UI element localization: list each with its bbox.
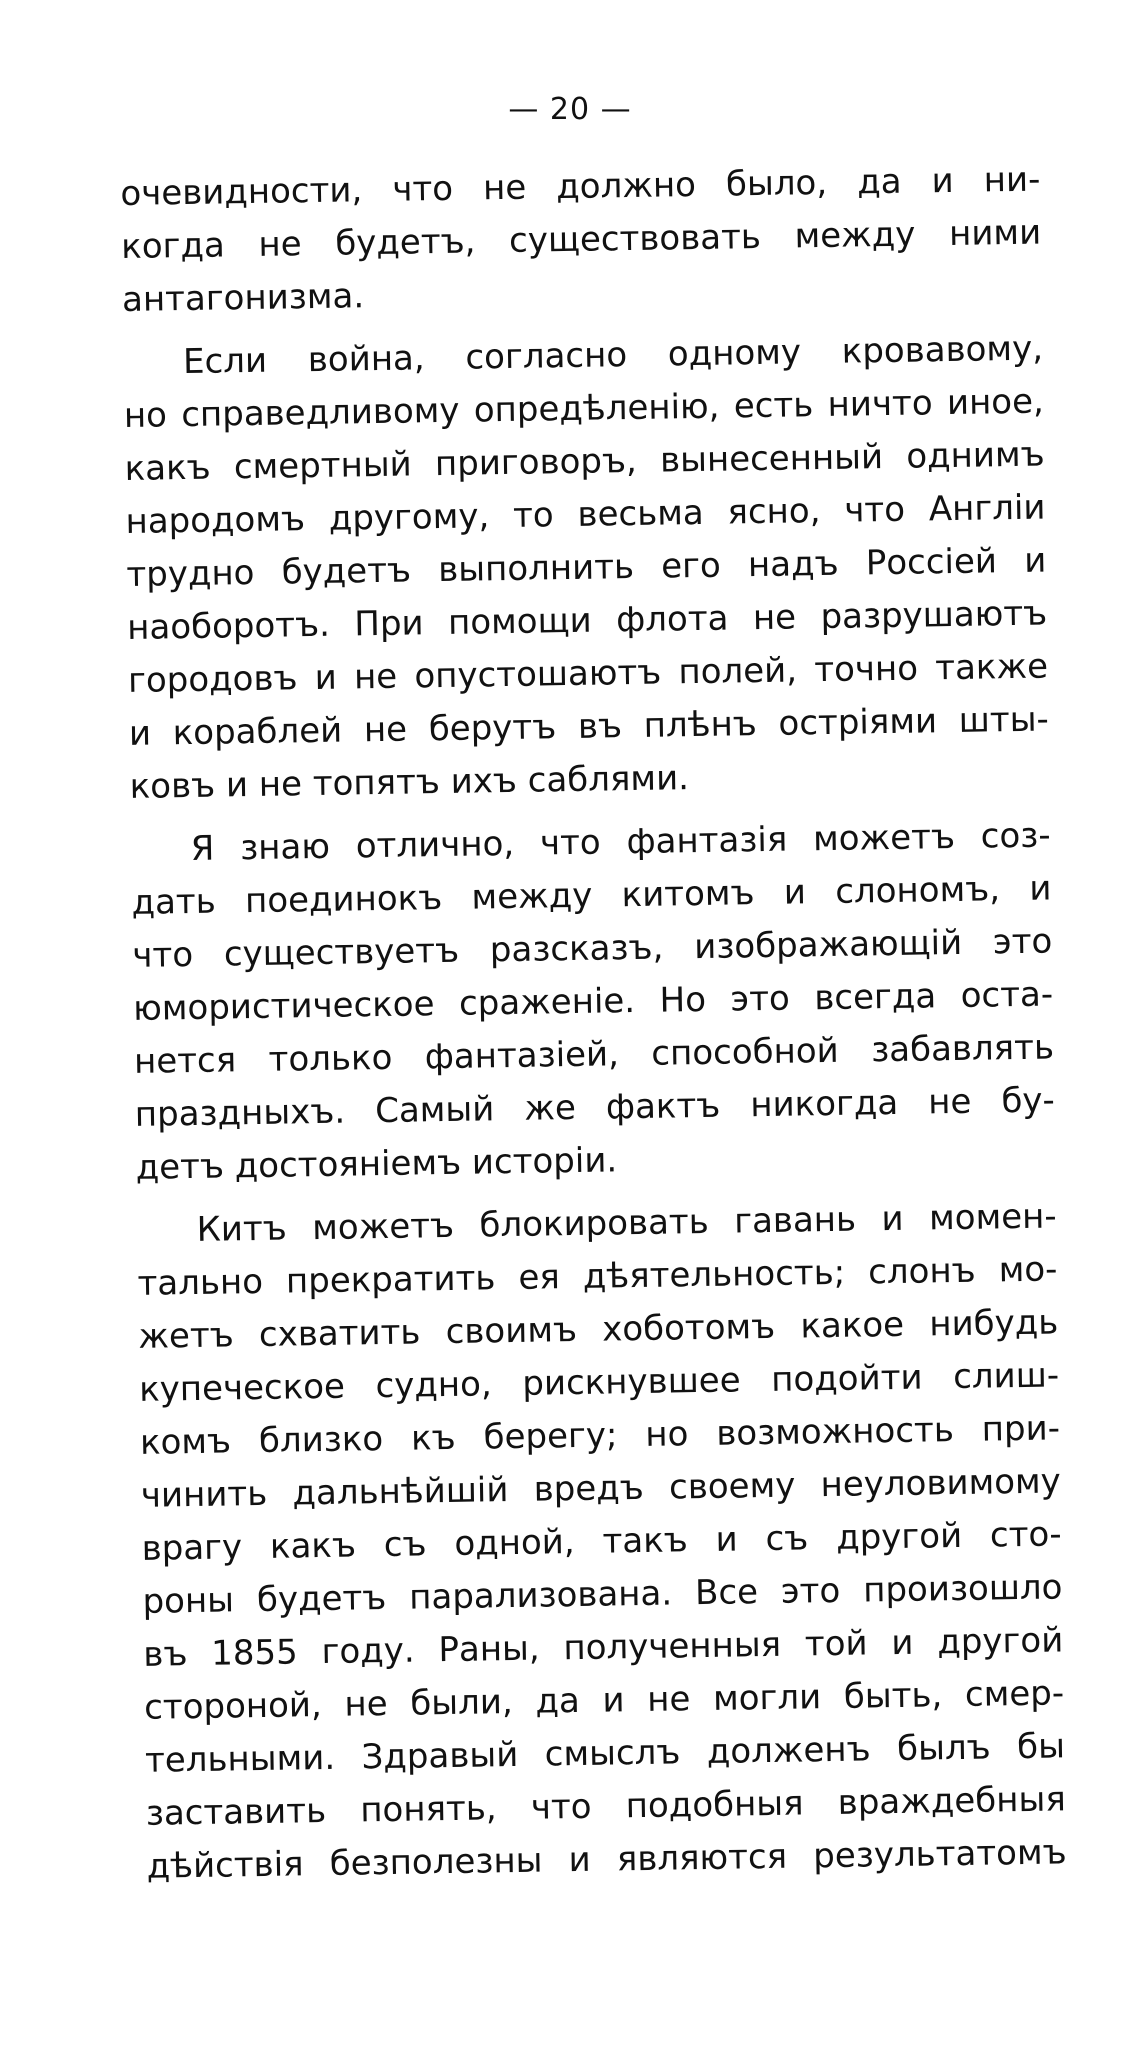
text-line: праздныхъ. Самый же фактъ никогда не бу- (134, 1080, 1056, 1135)
paragraph (136, 1190, 1067, 1893)
text-line: детъ достояніемъ исторіи. (135, 1140, 618, 1188)
paragraph (123, 323, 1050, 814)
text-line: но справедливому опредѣленію, есть ничто иное, (123, 381, 1045, 436)
text-line: когда не будетъ, существовать между ними (120, 212, 1042, 267)
text-line: трудно будетъ выполнить его надъ Россіей и (126, 540, 1047, 595)
text-line: стороной, не были, да и не могли быть, смер- (143, 1673, 1065, 1728)
text-line: Если война, согласно одному кровавому, (182, 328, 1044, 383)
text-line: дать поединокъ между китомъ и слономъ, и (131, 868, 1052, 923)
text-line: ковъ и не топятъ ихъ саблями. (129, 758, 690, 807)
text-line: тельными. Здравый смыслъ долженъ былъ бы (144, 1726, 1066, 1781)
text-line: юмористическое сраженіе. Но это всегда оста- (132, 974, 1054, 1029)
text-line: комъ близко къ берегу; но возможность при- (139, 1408, 1061, 1463)
text-line: купеческое судно, рискнувшее подойти слиш- (138, 1355, 1060, 1410)
text-line: городовъ и не опустошаютъ полей, точно также (127, 646, 1049, 701)
paragraph (130, 809, 1056, 1194)
text-line: жетъ схватить своимъ хоботомъ какое нибудь (138, 1302, 1059, 1357)
paragraph (120, 154, 1042, 327)
text-line: врагу какъ съ одной, такъ и съ другой сто- (141, 1514, 1062, 1569)
text-line: Китъ можетъ блокировать гавань и момен- (196, 1196, 1057, 1250)
text-line: роны будетъ парализована. Все это произошло (142, 1567, 1063, 1622)
text-line: какъ смертный приговоръ, вынесенный однимъ (124, 434, 1045, 489)
text-line: что существуетъ разсказъ, изображающій это (132, 921, 1053, 976)
page-number: — 20 — (508, 92, 632, 127)
text-line: нется только фантазіей, способной забавлять (133, 1027, 1055, 1082)
text-line: антагонизма. (121, 276, 365, 320)
text-line: народомъ другому, то весьма ясно, что Англіи (125, 487, 1046, 542)
text-line: и кораблей не берутъ въ плѣнъ остріями шты- (128, 699, 1050, 754)
text-line: чинить дальнѣйшій вредъ своему неуловимому (140, 1461, 1062, 1516)
text-line: тально прекратить ея дѣятельность; слонъ мо- (137, 1249, 1058, 1304)
text-line: заставить понять, что подобныя враждебныя (145, 1779, 1067, 1834)
text-line: Я знаю отлично, что фантазія можетъ соз- (190, 815, 1051, 869)
body-text (120, 154, 1067, 1904)
text-line: наоборотъ. При помощи флота не разрушаютъ (126, 593, 1048, 648)
text-line: очевидности, что не должно было, да и ни- (120, 159, 1041, 214)
text-line: дѣйствія безполезны и являются результатомъ (146, 1832, 1067, 1887)
text-line: въ 1855 году. Раны, полученныя той и другой (143, 1620, 1064, 1675)
